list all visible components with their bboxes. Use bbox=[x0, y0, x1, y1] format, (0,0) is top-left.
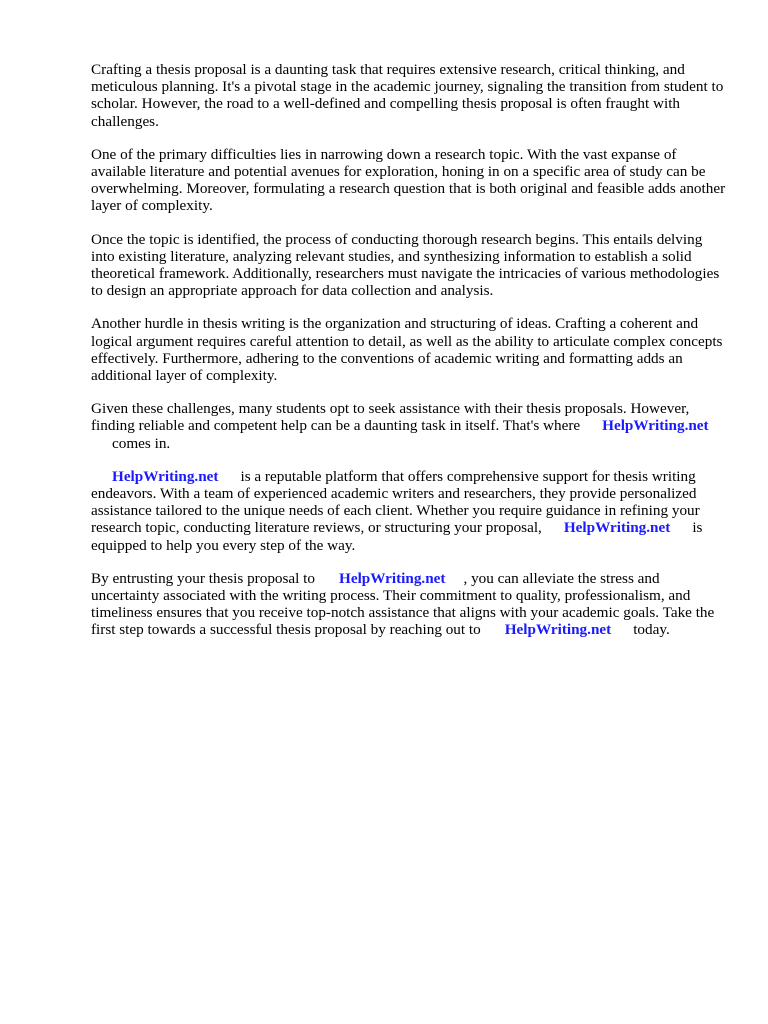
paragraph-seek-assistance bbox=[91, 400, 727, 452]
p7-text-end: today. bbox=[633, 621, 670, 639]
p5-text-before-link: Given these challenges, many students opt to seek assistance with their thesis proposals. However, finding reliable and competent help can be a daunting task in itself. That's where bbox=[91, 400, 690, 435]
p7-text-middle: , you can alleviate the stress and uncertainty associated with the writing process. Their commitment to quality, professionalism, and timeliness ensures that you receive top-notch assistance that aligns with your academic goals. Take the first step towards a successful thesis proposal by reaching out to bbox=[91, 569, 715, 639]
p6-text-end: is equipped to help you every step of the way. bbox=[91, 519, 703, 554]
helpwriting-link[interactable]: HelpWriting.net bbox=[504, 621, 612, 639]
paragraph-organization: Another hurdle in thesis writing is the organization and structuring of ideas. Crafting a coherent and logical argument requires careful attention to detail, as well as the ability to articulate complex concepts effectively. Furthermore, adhering to the conventions of academic writing and formatting adds an additional layer of complexity. bbox=[91, 315, 723, 385]
helpwriting-link[interactable]: HelpWriting.net bbox=[563, 519, 671, 537]
paragraph-research-process: Once the topic is identified, the process of conducting thorough research begins. This entails delving into existing literature, analyzing relevant studies, and synthesizing information to establish a solid theoretical framework. Additionally, researchers must navigate the intricacies of various methodologies to design an appropriate approach for data collection and analysis. bbox=[91, 230, 720, 300]
p7-text-start: By entrusting your thesis proposal to bbox=[91, 569, 316, 587]
p5-text-after-link: comes in. bbox=[112, 434, 171, 452]
helpwriting-link[interactable]: HelpWriting.net bbox=[339, 569, 446, 587]
document-body bbox=[91, 61, 727, 655]
p6-text-body: is a reputable platform that offers comprehensive support for thesis writing endeavors. With a team of experienced academic writers and researchers, they provide personalized assistance tailored to the unique needs of each client. Whether you require guidance in refining your research topic, conducting literature reviews, or structuring your proposal, bbox=[91, 467, 700, 537]
paragraph-call-to-action bbox=[91, 570, 727, 639]
paragraph-platform-description bbox=[91, 468, 727, 554]
helpwriting-link[interactable]: HelpWriting.net bbox=[112, 467, 219, 485]
paragraph-intro: Crafting a thesis proposal is a daunting task that requires extensive research, critical thinking, and meticulous planning. It's a pivotal stage in the academic journey, signaling the transition from student to scholar. However, the road to a well-defined and compelling thesis proposal is often fraught with challenges. bbox=[91, 61, 724, 130]
paragraph-topic-difficulty: One of the primary difficulties lies in narrowing down a research topic. With the vast expanse of available literature and potential avenues for exploration, honing in on a specific area of study can be overwhelming. Moreover, formulating a research question that is both original and feasible adds another layer of complexity. bbox=[91, 145, 726, 215]
helpwriting-link[interactable]: HelpWriting.net bbox=[602, 417, 709, 435]
